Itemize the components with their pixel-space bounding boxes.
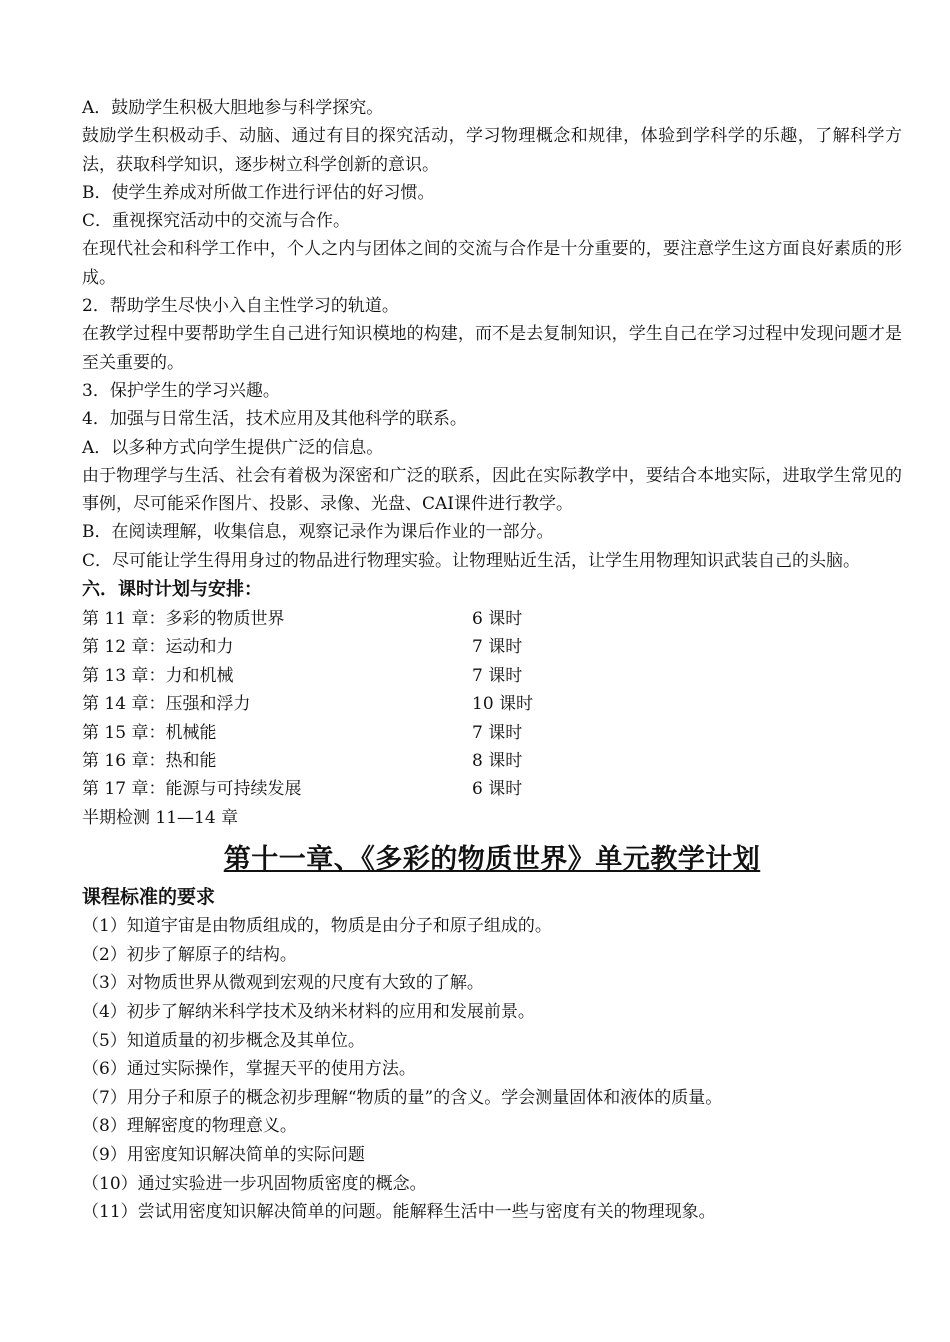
paragraph: 3．保护学生的学习兴趣。 — [82, 380, 280, 401]
standards-list — [82, 912, 902, 1227]
standard-item: （1）知道宇宙是由物质组成的，物质是由分子和原子组成的。 — [82, 916, 552, 937]
schedule-hours: 6 课时 — [472, 609, 523, 630]
paragraph: 鼓励学生积极动手、动脑、通过有目的探究活动，学习物理概念和规律，体验到学科学的乐趣，了解科学方法，获取科学知识，逐步树立科学创新的意识。 — [82, 126, 902, 175]
schedule-heading: 六．课时计划与安排： — [82, 579, 262, 601]
schedule-chapter: 第 17 章：能源与可持续发展 — [82, 779, 302, 800]
schedule-row — [82, 633, 902, 661]
schedule-hours: 8 课时 — [472, 751, 523, 772]
schedule-row — [82, 690, 902, 718]
paragraph: C．重视探究活动中的交流与合作。 — [82, 211, 351, 232]
paragraph: B．使学生养成对所做工作进行评估的好习惯。 — [82, 182, 435, 203]
unit-title: 第十一章、《多彩的物质世界》单元教学计划 — [223, 844, 761, 876]
standards-heading: 课程标准的要求 — [82, 886, 216, 909]
schedule-hours: 7 课时 — [472, 665, 523, 686]
schedule-row — [82, 662, 902, 690]
standard-item: （3）对物质世界从微观到宏观的尺度有大致的了解。 — [82, 973, 484, 994]
paragraph: 在现代社会和科学工作中，个人之内与团体之间的交流与合作是十分重要的，要注意学生这方面良好素质的形成。 — [82, 239, 902, 288]
schedule-chapter: 第 11 章：多彩的物质世界 — [82, 609, 285, 630]
schedule-row — [82, 605, 902, 633]
schedule-chapter: 第 16 章：热和能 — [82, 751, 217, 772]
standard-item: （7）用分子和原子的概念初步理解“物质的量”的含义。学会测量固体和液体的质量。 — [82, 1087, 723, 1108]
schedule-chapter: 第 13 章：力和机械 — [82, 665, 234, 686]
standard-item: （8）理解密度的物理意义。 — [82, 1116, 297, 1137]
schedule-hours: 6 课时 — [472, 779, 523, 800]
schedule-row — [82, 747, 902, 775]
standard-item: （2）初步了解原子的结构。 — [82, 944, 297, 965]
schedule-row — [82, 775, 902, 803]
schedule-row — [82, 719, 902, 747]
standard-item: （9）用密度知识解决简单的实际问题 — [82, 1145, 365, 1166]
paragraph: 由于物理学与生活、社会有着极为深密和广泛的联系，因此在实际教学中，要结合本地实际，进取学生常见的事例，尽可能采作图片、投影、录像、光盘、CAI课件进行教学。 — [82, 465, 902, 515]
paragraph: 4．加强与日常生活，技术应用及其他科学的联系。 — [82, 409, 467, 430]
schedule-hours: 7 课时 — [472, 637, 523, 658]
schedule-list — [82, 605, 902, 832]
schedule-chapter: 第 15 章：机械能 — [82, 722, 217, 743]
schedule-chapter: 第 12 章：运动和力 — [82, 637, 234, 658]
paragraph: A．鼓励学生积极大胆地参与科学探究。 — [82, 98, 384, 118]
standard-item: （6）通过实际操作，掌握天平的使用方法。 — [82, 1059, 416, 1080]
midterm-text: 半期检测 11—14 章 — [82, 807, 239, 828]
paragraph: B．在阅读理解，收集信息，观察记录作为课后作业的一部分。 — [82, 522, 554, 543]
standard-item: （10）通过实验进一步巩固物质密度的概念。 — [82, 1173, 427, 1194]
standard-item: （5）知道质量的初步概念及其单位。 — [82, 1030, 365, 1051]
paragraph: 在教学过程中要帮助学生自己进行知识模地的构建，而不是去复制知识，学生自己在学习过程中发现问题才是至关重要的。 — [82, 324, 902, 373]
standard-item: （4）初步了解纳米科学技术及纳米材料的应用和发展前景。 — [82, 1002, 535, 1023]
schedule-hours: 10 课时 — [472, 694, 534, 715]
schedule-chapter: 第 14 章：压强和浮力 — [82, 694, 251, 715]
paragraph: 2．帮助学生尽快小入自主性学习的轨道。 — [82, 296, 399, 317]
schedule-hours: 7 课时 — [472, 722, 523, 743]
standard-item: （11）尝试用密度知识解决简单的问题。能解释生活中一些与密度有关的物理现象。 — [82, 1202, 716, 1223]
document-page — [82, 94, 902, 1227]
midterm-note — [82, 804, 902, 832]
paragraph: A．以多种方式向学生提供广泛的信息。 — [82, 437, 384, 458]
paragraph: C．尽可能让学生得用身过的物品进行物理实验。让物理贴近生活，让学生用物理知识武装自己的头脑。 — [82, 550, 861, 571]
